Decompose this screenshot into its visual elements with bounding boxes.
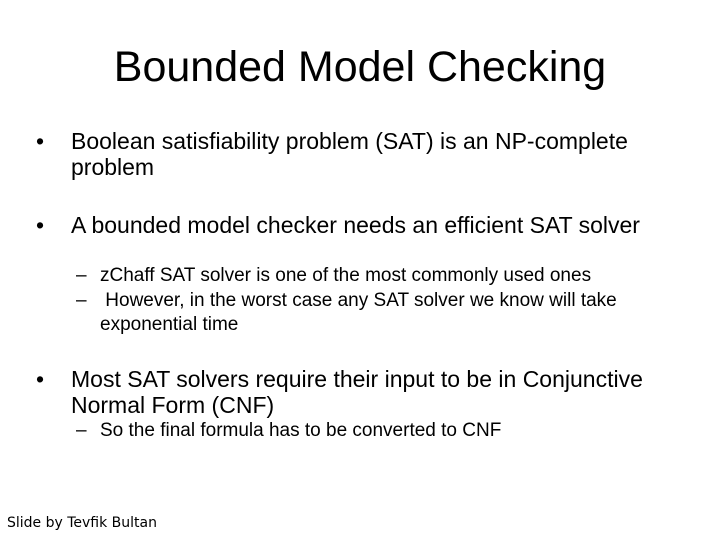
bullet-text: Most SAT solvers require their input to be in Conjunctive Normal Form (CNF): [71, 366, 643, 418]
sub-bullet-marker: –: [76, 420, 87, 441]
bullet-marker: •: [36, 212, 45, 238]
bullet-marker: •: [36, 128, 45, 154]
sub-bullet-item: [76, 419, 696, 443]
sub-bullet-text: zChaff SAT solver is one of the most commonly used ones: [100, 265, 592, 286]
bullet-text: Boolean satisfiability problem (SAT) is an NP-complete problem: [71, 128, 628, 180]
sub-bullet-item: [76, 264, 696, 288]
bullet-item: [36, 366, 696, 418]
sub-bullet-marker: –: [76, 265, 87, 286]
sub-bullet-text: So the final formula has to be converted to CNF: [100, 420, 502, 441]
sub-bullet-marker: –: [76, 290, 87, 311]
bullet-text: A bounded model checker needs an efficient SAT solver: [71, 212, 640, 238]
bullet-marker: •: [36, 366, 45, 392]
bullet-item: [36, 212, 696, 238]
sub-bullet-item: [76, 289, 696, 337]
slide-footer-credit: Slide by Tevfik Bultan: [7, 515, 157, 531]
slide-title: Bounded Model Checking: [113, 43, 607, 91]
sub-bullet-text: However, in the worst case any SAT solver we know will take exponential time: [100, 290, 623, 335]
bullet-item: [36, 128, 696, 180]
